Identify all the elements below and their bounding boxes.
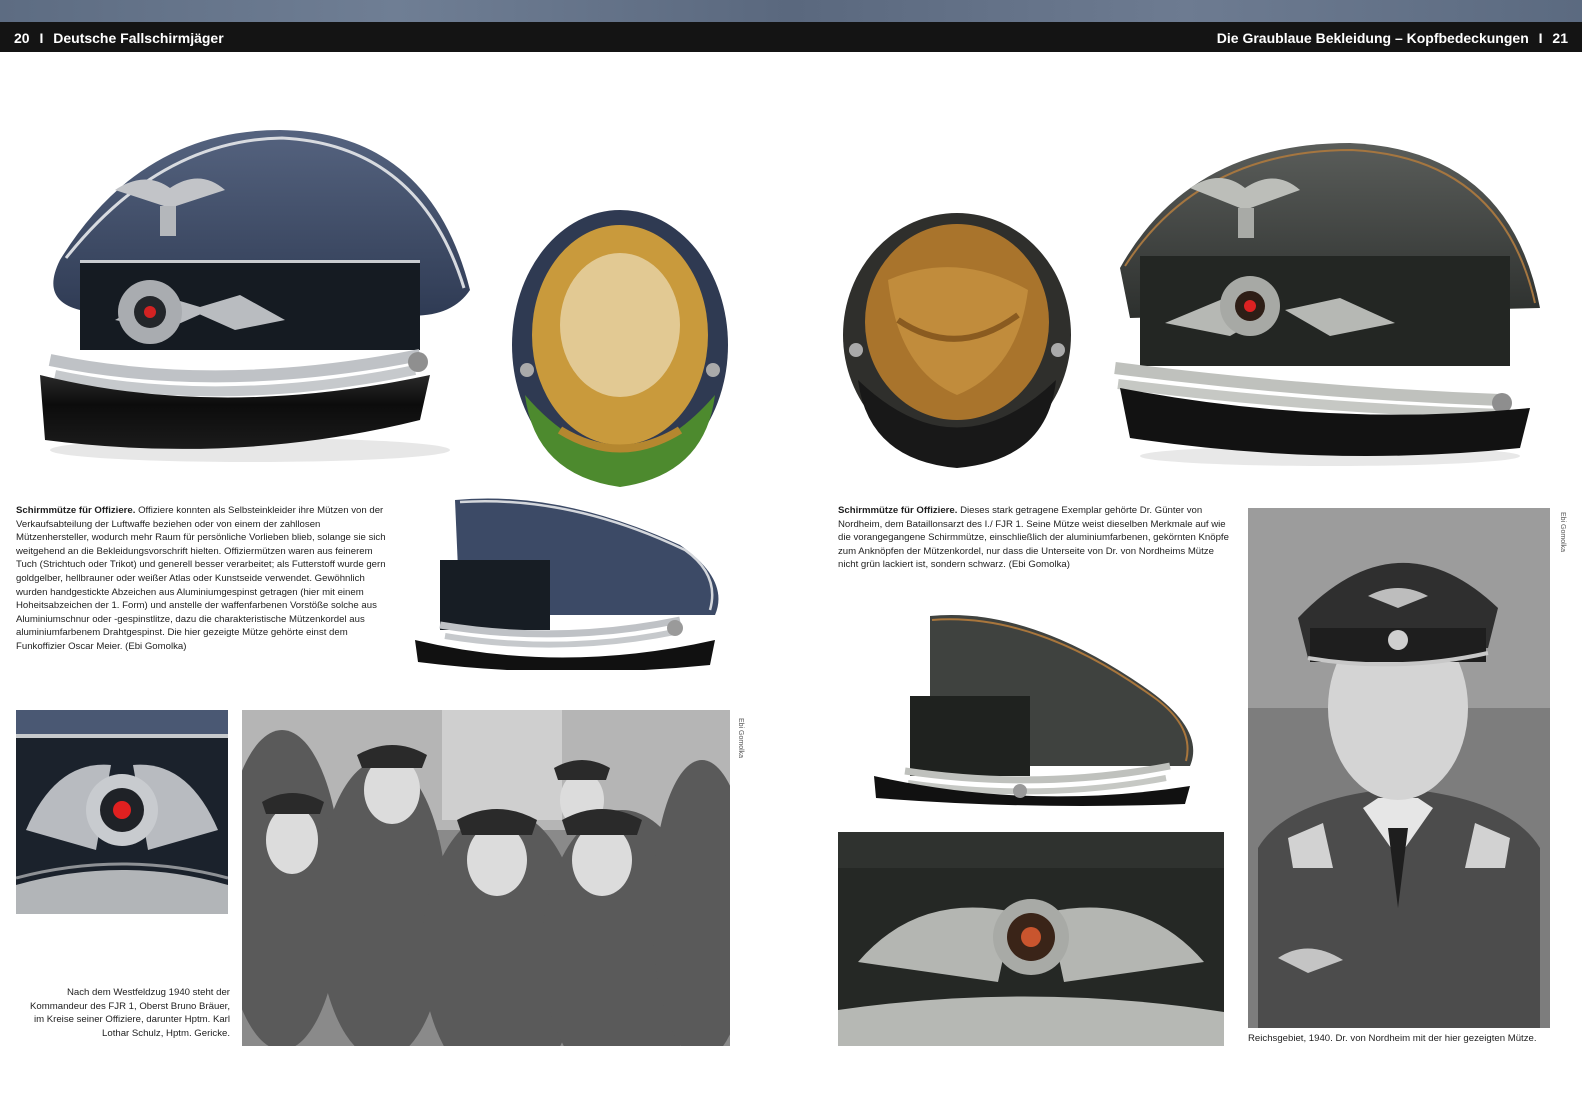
right-page-number: 21 bbox=[1552, 30, 1568, 46]
header-separator: I bbox=[39, 30, 44, 46]
caption-body: Offiziere konnten als Selbsteinkleider ihre Mützen von der Verkaufsabteilung der Luftwaffe beziehen oder von einem der zahllosen Mützenhersteller, wodurch mehr Raum für persönliche Vorlieben blieb, solange sie sich weitgehend an die Bekleidungsvorschrift hielten. Offiziermützen waren aus feinerem Tuch (Strichtuch oder Trikot) und generell besser verarbeitet; als Futterstoff wurde gern goldgelber, hellbrauner oder weißer Atlas oder Kunstseide verwendet. Gewöhnlich wurden handgestickte Abzeichen aus Aluminiumgespinst getragen (hier mit einem Hoheitsabzeichen der 1. Form) und anstelle der waffenfarbenen Vorstöße solche aus Aluminiumschnur oder -gespinstlitze, dazu die charakteristische Mützenkordel aus aluminiumfarbenem Drahtgespinst. Die hier gezeigte Mütze gehörte einst dem Funkoffizier Oscar Meier. (Ebi Gomolka) bbox=[16, 505, 386, 652]
portrait-caption: Reichsgebiet, 1940. Dr. von Nordheim mit der hier gezeigten Mütze. bbox=[1248, 1033, 1537, 1044]
right-page-title: Die Graublaue Bekleidung – Kopfbedeckungen bbox=[1216, 30, 1529, 46]
photo-grey-cap-front bbox=[1110, 138, 1550, 468]
photo-blue-cap-front bbox=[20, 120, 480, 470]
left-page-number: 20 bbox=[14, 30, 30, 46]
right-page-header bbox=[1217, 30, 1568, 46]
photo-officers-group bbox=[242, 710, 730, 1046]
photo-grey-cap-profile bbox=[870, 606, 1210, 806]
photo-portrait-von-nordheim bbox=[1248, 508, 1550, 1028]
photo-grey-wreath-closeup bbox=[838, 832, 1224, 1046]
group-photo-credit: Ebi Gomolka bbox=[737, 718, 744, 759]
photo-grey-cap-interior bbox=[838, 210, 1076, 472]
caption-title: Schirmmütze für Offiziere. bbox=[838, 505, 958, 516]
group-photo-caption: Nach dem Westfeldzug 1940 steht der Kommandeur des FJR 1, Oberst Bruno Bräuer, im Kreise seiner Offiziere, darunter Hptm. Karl Lothar Schulz, Hptm. Gericke. bbox=[30, 987, 230, 1039]
caption-body: Dieses stark getragene Exemplar gehörte Dr. Günter von Nordheim, dem Bataillonsarzt des I./ FJR 1. Seine Mütze weist dieselben Merkmale auf wie die vorangegangene Schirmmütze, einschließlich der aluminiumfarbenen, gekörnten Knöpfe zum Anknöpfen der Mützenkordel, nur dass die Unterseite von Dr. von Nordheims Mütze nicht grün lackiert ist, sondern schwarz. (Ebi Gomolka) bbox=[838, 505, 1229, 571]
left-page-title: Deutsche Fallschirmjäger bbox=[53, 30, 224, 46]
caption-title: Schirmmütze für Offiziere. bbox=[16, 505, 136, 516]
photo-wreath-closeup bbox=[16, 710, 228, 914]
portrait-credit: Ebi Gomolka bbox=[1559, 512, 1566, 553]
top-texture-strip bbox=[0, 0, 1582, 22]
left-page-header bbox=[14, 30, 224, 46]
header-separator: I bbox=[1538, 30, 1543, 46]
photo-blue-cap-interior bbox=[505, 205, 735, 495]
photo-blue-cap-profile bbox=[410, 490, 730, 670]
right-cap-caption bbox=[838, 504, 1230, 572]
left-cap-caption bbox=[16, 504, 388, 654]
